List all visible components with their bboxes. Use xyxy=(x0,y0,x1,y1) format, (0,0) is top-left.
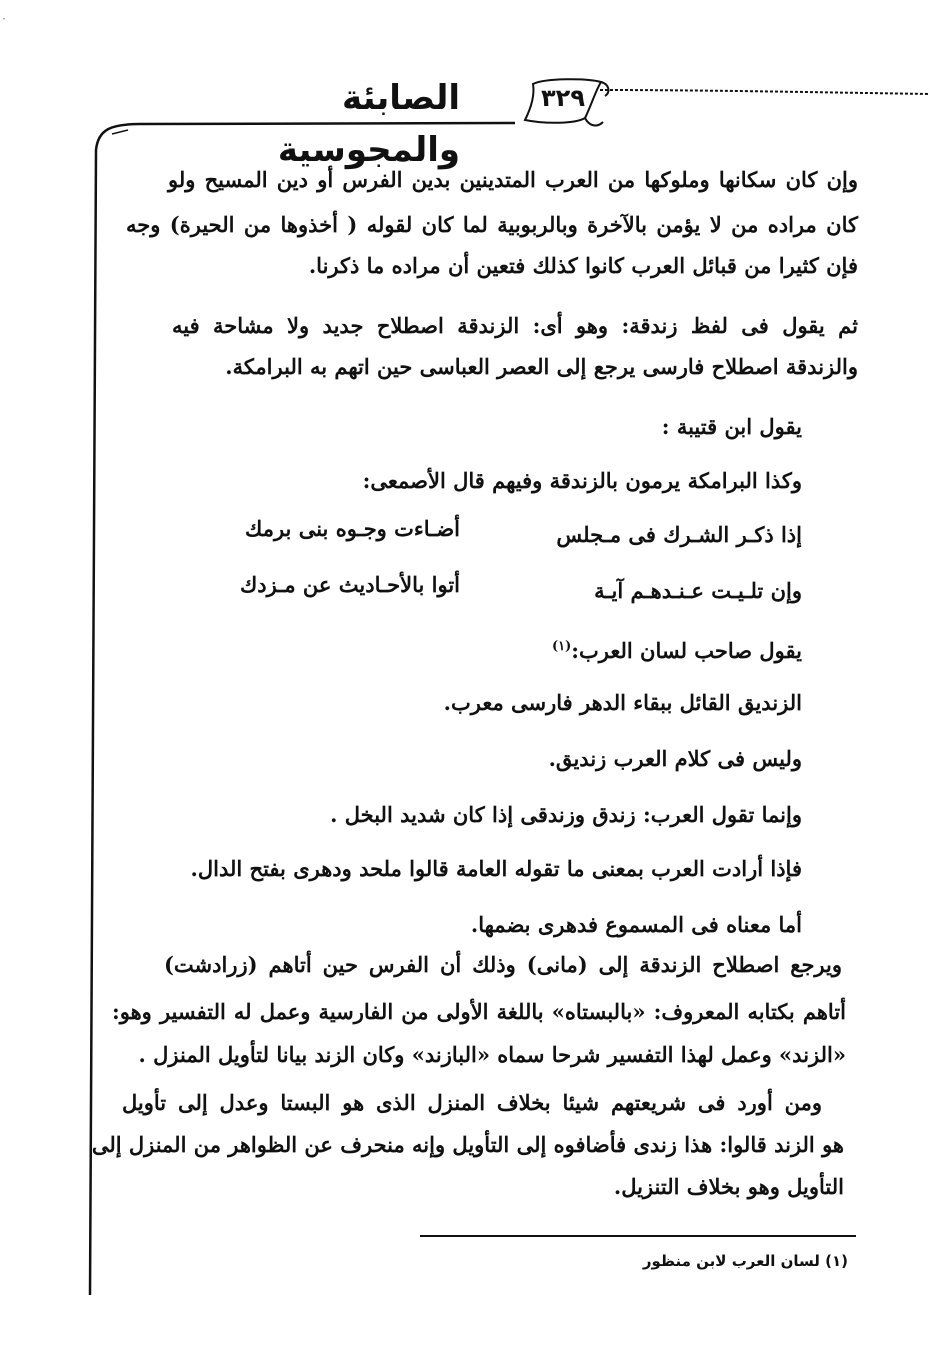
zindiq-line-5: أما معناه فى المسموع فدهرى بضمها. xyxy=(470,912,802,937)
zindiq-line-2: وليس فى كلام العرب زنديق. xyxy=(548,746,802,771)
zindiq-line-3: وإنما تقول العرب: زندق وزندقى إذا كان شديد البخل . xyxy=(330,802,802,827)
zindiq-line-4: فإذا أرادت العرب بمعنى ما تقوله العامة قالوا ملحد ودهرى بفتح الدال. xyxy=(190,856,802,881)
paragraph-1-line-3: فإن كثيرا من قبائل العرب كانوا كذلك فتعين أن مراده ما ذكرنا. xyxy=(308,253,858,278)
paragraph-1-line-2: كان مراده من لا يؤمن بالآخرة وبالربوبية لما كان لقوله ( أخذوها من الحيرة) وجه xyxy=(126,212,858,237)
paragraph-3-line-3: «الزند» وعمل لهذا التفسير شرحا سماه «البازند» وكان الزند بيانا لتأويل المنزل . xyxy=(138,1042,846,1067)
footnote-rule xyxy=(420,1235,856,1237)
verse-1-first-hemistich: إذا ذكـر الشـرك فى مـجلس xyxy=(556,522,802,547)
paragraph-3-line-1: ويرجع اصطلاح الزندقة إلى (مانى) وذلك أن الفرس حين أتاهم (زرادشت) xyxy=(164,952,842,977)
footnote-ref: (١) xyxy=(551,639,572,654)
paragraph-2-line-2: والزندقة اصطلاح فارسى يرجع إلى العصر العباسى حين اتهم به البرامكة. xyxy=(225,354,858,379)
running-title: الصابئة والمجوسية xyxy=(277,78,460,170)
footnote: (١) لسان العرب لابن منظور xyxy=(642,1252,848,1270)
verse-1-second-hemistich: أضـاءت وجـوه بنى برمك xyxy=(245,516,460,541)
paragraph-3-line-2: أتاهم بكتابه المعروف: «بالبستاه» باللغة الأولى من الفارسية وعمل له التفسير وهو: xyxy=(112,999,846,1024)
verse-2-first-hemistich: وإن تلـيـت عـنـدهـم آيـة xyxy=(594,578,802,603)
paragraph-4-line-3: التأويل وهو بخلاف التنزيل. xyxy=(613,1174,844,1199)
lisan-al-arab-line xyxy=(552,632,802,662)
zindiq-line-1: الزنديق القائل ببقاء الدهر فارسى معرب. xyxy=(443,690,802,715)
paragraph-4-line-1: ومن أورد فى شريعتهم شيئا بخلاف المنزل الذى هو البستا وعدل إلى تأويل xyxy=(122,1090,822,1115)
page-number: ٣٢٩ xyxy=(541,84,585,112)
verse-2-second-hemistich: أتوا بالأحـاديث عن مـزدك xyxy=(239,572,460,597)
paragraph-4-line-2: هو الزند قالوا: هذا زندى فأضافوه إلى التأويل وإنه منحرف عن الظواهر من المنزل إلى xyxy=(91,1132,844,1157)
paragraph-2-line-1: ثم يقول فى لفظ زندقة: وهو أى: الزندقة اصطلاح جديد ولا مشاحة فيه xyxy=(172,313,858,338)
scan-speck: · xyxy=(2,12,6,26)
baramika-line: وكذا البرامكة يرمون بالزندقة وفيهم قال الأصمعى: xyxy=(362,468,802,493)
ibn-qutayba-line: يقول ابن قتيبة : xyxy=(661,414,802,439)
paragraph-1-line-1: وإن كان سكانها وملوكها من العرب المتدينين بدين الفرس أو دين المسيح ولو xyxy=(168,167,858,192)
lisan-al-arab-text: يقول صاحب لسان العرب: xyxy=(571,638,802,663)
